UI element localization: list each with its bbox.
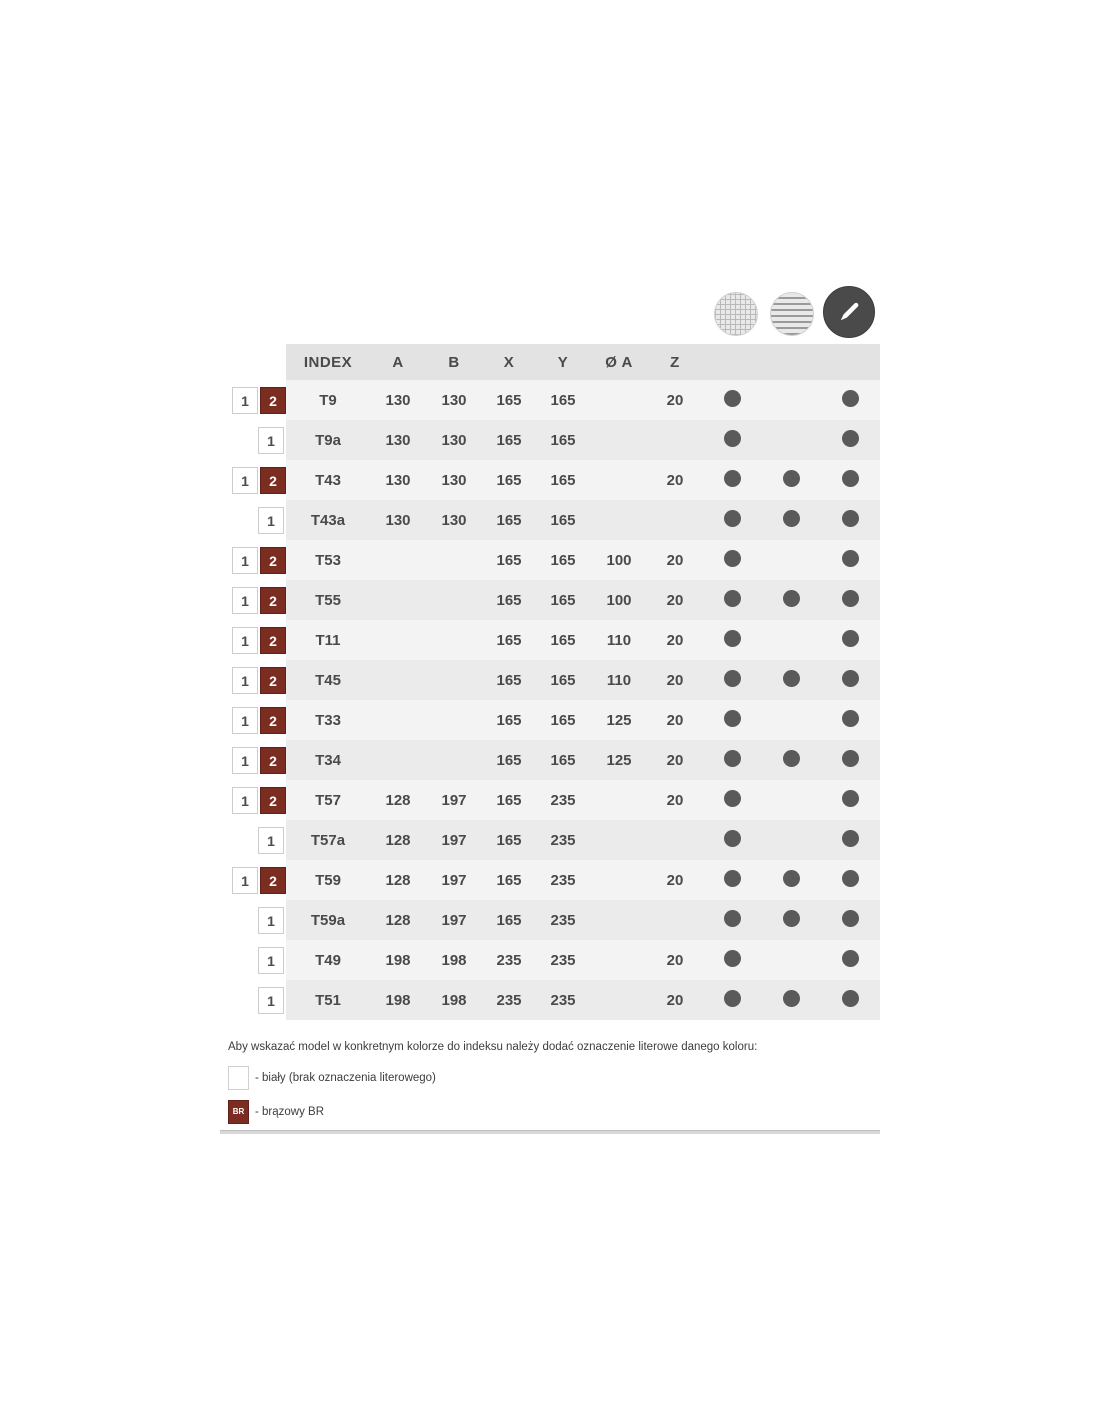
availability-dot [783, 870, 800, 887]
badge-white: 1 [232, 627, 258, 654]
cell-index: T45 [286, 660, 370, 700]
legend-item [228, 1099, 888, 1125]
row-badges [228, 820, 286, 860]
mesh-pattern-fill [715, 293, 757, 335]
cell-diameter-a: 125 [590, 700, 648, 740]
cell-a: 198 [370, 940, 426, 980]
cell-diameter-a [590, 420, 648, 460]
louver-pattern-fill [771, 293, 813, 335]
cell-a: 128 [370, 780, 426, 820]
cell-index: T11 [286, 620, 370, 660]
availability-dot [724, 550, 741, 567]
cell-x: 165 [482, 420, 536, 460]
badge-brown: 2 [260, 747, 286, 774]
cell-z: 20 [648, 380, 702, 420]
availability-dot [724, 750, 741, 767]
table-row [228, 420, 880, 460]
cell-mark-3 [820, 700, 880, 740]
badge-white: 1 [258, 827, 284, 854]
cell-x: 165 [482, 900, 536, 940]
badge-white: 1 [232, 867, 258, 894]
availability-dot [724, 990, 741, 1007]
cell-x: 165 [482, 740, 536, 780]
badge-white: 1 [258, 507, 284, 534]
legend [228, 1040, 888, 1133]
cell-mark-3 [820, 980, 880, 1020]
availability-dot [842, 870, 859, 887]
cell-diameter-a [590, 940, 648, 980]
legend-item [228, 1065, 888, 1091]
cell-a: 128 [370, 820, 426, 860]
cell-b: 197 [426, 860, 482, 900]
availability-dot [842, 910, 859, 927]
header-b: B [426, 344, 482, 380]
cell-z [648, 500, 702, 540]
cell-b: 130 [426, 420, 482, 460]
availability-dot [842, 510, 859, 527]
availability-dot [842, 750, 859, 767]
cell-mark-2 [762, 820, 820, 860]
cell-b [426, 740, 482, 780]
cell-mark-3 [820, 620, 880, 660]
cell-mark-2 [762, 460, 820, 500]
cell-b [426, 540, 482, 580]
cell-x: 235 [482, 940, 536, 980]
cell-mark-2 [762, 380, 820, 420]
availability-dot [724, 510, 741, 527]
cell-b: 130 [426, 460, 482, 500]
cell-a [370, 660, 426, 700]
availability-dot [842, 950, 859, 967]
cell-mark-1 [702, 420, 762, 460]
cell-y: 165 [536, 460, 590, 500]
availability-dot [724, 710, 741, 727]
badge-brown: 2 [260, 627, 286, 654]
legend-item-label: - brązowy BR [255, 1105, 325, 1118]
cell-y: 165 [536, 740, 590, 780]
row-badges [228, 660, 286, 700]
cell-mark-3 [820, 740, 880, 780]
badge-white: 1 [232, 547, 258, 574]
cell-diameter-a [590, 380, 648, 420]
header-x: X [482, 344, 536, 380]
cell-index: T57 [286, 780, 370, 820]
header-z: Z [648, 344, 702, 380]
row-badges [228, 780, 286, 820]
cell-index: T55 [286, 580, 370, 620]
cell-y: 165 [536, 420, 590, 460]
table-row [228, 780, 880, 820]
legend-items [228, 1065, 888, 1125]
cell-z: 20 [648, 540, 702, 580]
cell-a [370, 620, 426, 660]
row-badges [228, 420, 286, 460]
availability-dot [724, 950, 741, 967]
availability-dot [783, 670, 800, 687]
cell-mark-3 [820, 540, 880, 580]
availability-dot [842, 670, 859, 687]
availability-dot [724, 670, 741, 687]
cell-y: 165 [536, 540, 590, 580]
badge-white: 1 [232, 387, 258, 414]
cell-b: 197 [426, 900, 482, 940]
pattern-icon-row [710, 286, 880, 344]
availability-dot [783, 750, 800, 767]
cell-y: 165 [536, 580, 590, 620]
cell-index: T57a [286, 820, 370, 860]
row-badges [228, 460, 286, 500]
row-badges [228, 700, 286, 740]
cell-z: 20 [648, 740, 702, 780]
table-row [228, 540, 880, 580]
cell-x: 165 [482, 620, 536, 660]
availability-dot [724, 830, 741, 847]
badge-brown: 2 [260, 467, 286, 494]
cell-z: 20 [648, 700, 702, 740]
cell-mark-1 [702, 540, 762, 580]
row-badges [228, 380, 286, 420]
cell-z: 20 [648, 780, 702, 820]
table-header [228, 344, 880, 380]
cell-x: 235 [482, 980, 536, 1020]
table-row [228, 620, 880, 660]
cell-index: T34 [286, 740, 370, 780]
cell-x: 165 [482, 660, 536, 700]
cell-mark-3 [820, 940, 880, 980]
availability-dot [842, 550, 859, 567]
table-row [228, 980, 880, 1020]
cell-y: 165 [536, 700, 590, 740]
cell-mark-1 [702, 580, 762, 620]
badge-white: 1 [232, 467, 258, 494]
availability-dot [724, 630, 741, 647]
row-badges [228, 740, 286, 780]
availability-dot [842, 990, 859, 1007]
cell-b: 130 [426, 500, 482, 540]
badge-brown: 2 [260, 787, 286, 814]
cell-b: 197 [426, 780, 482, 820]
cell-a [370, 740, 426, 780]
spec-table-wrapper [228, 344, 880, 1020]
cell-diameter-a: 110 [590, 660, 648, 700]
row-badges [228, 540, 286, 580]
availability-dot [842, 830, 859, 847]
spec-table [228, 344, 880, 1020]
cell-x: 165 [482, 860, 536, 900]
cell-y: 235 [536, 940, 590, 980]
cell-mark-1 [702, 900, 762, 940]
cell-x: 165 [482, 460, 536, 500]
cell-a: 130 [370, 380, 426, 420]
table-row [228, 940, 880, 980]
badge-brown: 2 [260, 667, 286, 694]
legend-item-label: - biały (brak oznaczenia literowego) [255, 1071, 436, 1084]
cell-z: 20 [648, 580, 702, 620]
cell-diameter-a [590, 500, 648, 540]
cell-mark-1 [702, 660, 762, 700]
badge-white: 1 [232, 787, 258, 814]
cell-a: 128 [370, 860, 426, 900]
cell-a: 198 [370, 980, 426, 1020]
cell-diameter-a: 100 [590, 540, 648, 580]
cell-y: 165 [536, 660, 590, 700]
cell-mark-3 [820, 460, 880, 500]
cell-mark-3 [820, 780, 880, 820]
cell-mark-2 [762, 740, 820, 780]
badge-white: 1 [258, 427, 284, 454]
cell-z [648, 820, 702, 860]
cell-x: 165 [482, 540, 536, 580]
header-mark-3 [820, 344, 880, 380]
header-a: A [370, 344, 426, 380]
cell-a [370, 540, 426, 580]
cell-y: 165 [536, 380, 590, 420]
badge-white: 1 [232, 747, 258, 774]
row-badges [228, 860, 286, 900]
cell-mark-1 [702, 940, 762, 980]
cell-diameter-a [590, 460, 648, 500]
cell-x: 165 [482, 700, 536, 740]
badge-white: 1 [258, 907, 284, 934]
availability-dot [842, 790, 859, 807]
cell-mark-1 [702, 780, 762, 820]
availability-dot [783, 910, 800, 927]
cell-x: 165 [482, 500, 536, 540]
row-badges [228, 500, 286, 540]
cell-index: T43 [286, 460, 370, 500]
cell-mark-3 [820, 380, 880, 420]
table-row [228, 740, 880, 780]
cell-mark-2 [762, 620, 820, 660]
table-row [228, 460, 880, 500]
cell-mark-2 [762, 540, 820, 580]
cell-diameter-a [590, 820, 648, 860]
availability-dot [724, 910, 741, 927]
availability-dot [724, 790, 741, 807]
cell-mark-1 [702, 380, 762, 420]
cell-b [426, 620, 482, 660]
cell-z: 20 [648, 980, 702, 1020]
mesh-pattern-icon[interactable] [714, 292, 758, 336]
availability-dot [842, 590, 859, 607]
badge-white: 1 [258, 947, 284, 974]
cell-index: T49 [286, 940, 370, 980]
badge-brown: 2 [260, 387, 286, 414]
cell-b [426, 660, 482, 700]
cell-z: 20 [648, 860, 702, 900]
cell-y: 165 [536, 500, 590, 540]
cell-b: 130 [426, 380, 482, 420]
cell-mark-3 [820, 860, 880, 900]
cell-y: 235 [536, 860, 590, 900]
availability-dot [783, 510, 800, 527]
badge-white: 1 [232, 667, 258, 694]
row-badges [228, 980, 286, 1020]
louver-pattern-icon[interactable] [770, 292, 814, 336]
cell-index: T9 [286, 380, 370, 420]
cell-y: 235 [536, 820, 590, 860]
cell-x: 165 [482, 580, 536, 620]
row-badges [228, 940, 286, 980]
table-header-row [228, 344, 880, 380]
availability-dot [783, 470, 800, 487]
cell-mark-1 [702, 860, 762, 900]
cell-mark-2 [762, 980, 820, 1020]
badge-brown: 2 [260, 587, 286, 614]
cell-x: 165 [482, 820, 536, 860]
header-index: INDEX [286, 344, 370, 380]
table-row [228, 500, 880, 540]
cell-mark-2 [762, 500, 820, 540]
availability-dot [724, 470, 741, 487]
table-body [228, 380, 880, 1020]
cell-diameter-a: 125 [590, 740, 648, 780]
legend-swatch-brown: BR [228, 1100, 249, 1124]
cell-mark-1 [702, 460, 762, 500]
cell-mark-3 [820, 580, 880, 620]
cell-x: 165 [482, 780, 536, 820]
cell-b: 198 [426, 940, 482, 980]
availability-dot [783, 590, 800, 607]
cell-mark-3 [820, 660, 880, 700]
row-badges [228, 900, 286, 940]
cell-a: 130 [370, 460, 426, 500]
availability-dot [842, 630, 859, 647]
cell-diameter-a [590, 860, 648, 900]
cell-index: T53 [286, 540, 370, 580]
legend-note: Aby wskazać model w konkretnym kolorze do indeksu należy dodać oznaczenie literowe danego koloru: [228, 1041, 758, 1053]
header-mark-1 [702, 344, 762, 380]
cell-x: 165 [482, 380, 536, 420]
cell-a [370, 700, 426, 740]
cell-z [648, 420, 702, 460]
cell-b: 197 [426, 820, 482, 860]
cell-y: 235 [536, 980, 590, 1020]
cell-b [426, 700, 482, 740]
cell-mark-2 [762, 420, 820, 460]
cell-index: T59a [286, 900, 370, 940]
cell-mark-2 [762, 580, 820, 620]
cell-z [648, 900, 702, 940]
cell-diameter-a [590, 780, 648, 820]
cell-mark-1 [702, 740, 762, 780]
availability-dot [842, 390, 859, 407]
pen-icon[interactable] [823, 286, 875, 338]
legend-swatch-white [228, 1066, 249, 1090]
cell-mark-1 [702, 980, 762, 1020]
cell-a: 130 [370, 420, 426, 460]
table-row [228, 900, 880, 940]
cell-mark-1 [702, 700, 762, 740]
availability-dot [842, 470, 859, 487]
cell-mark-1 [702, 620, 762, 660]
badge-white: 1 [232, 587, 258, 614]
cell-index: T9a [286, 420, 370, 460]
cell-index: T59 [286, 860, 370, 900]
cell-y: 235 [536, 780, 590, 820]
availability-dot [724, 390, 741, 407]
availability-dot [842, 710, 859, 727]
cell-b [426, 580, 482, 620]
cell-a [370, 580, 426, 620]
row-badges [228, 620, 286, 660]
table-row [228, 660, 880, 700]
cell-diameter-a [590, 900, 648, 940]
cell-index: T51 [286, 980, 370, 1020]
table-row [228, 860, 880, 900]
cell-y: 235 [536, 900, 590, 940]
cell-mark-2 [762, 780, 820, 820]
availability-dot [724, 430, 741, 447]
badge-white: 1 [232, 707, 258, 734]
row-badges [228, 580, 286, 620]
cell-mark-2 [762, 700, 820, 740]
table-row [228, 820, 880, 860]
table-row [228, 700, 880, 740]
cell-mark-3 [820, 820, 880, 860]
cell-a: 128 [370, 900, 426, 940]
bottom-divider [220, 1130, 880, 1134]
cell-index: T33 [286, 700, 370, 740]
availability-dot [783, 990, 800, 1007]
cell-diameter-a: 100 [590, 580, 648, 620]
availability-dot [724, 590, 741, 607]
cell-a: 130 [370, 500, 426, 540]
cell-diameter-a [590, 980, 648, 1020]
cell-index: T43a [286, 500, 370, 540]
cell-mark-2 [762, 660, 820, 700]
cell-mark-3 [820, 420, 880, 460]
cell-z: 20 [648, 660, 702, 700]
cell-z: 20 [648, 940, 702, 980]
badge-white: 1 [258, 987, 284, 1014]
table-row [228, 380, 880, 420]
cell-mark-3 [820, 500, 880, 540]
header-mark-2 [762, 344, 820, 380]
table-row [228, 580, 880, 620]
cell-z: 20 [648, 620, 702, 660]
cell-mark-3 [820, 900, 880, 940]
badge-brown: 2 [260, 867, 286, 894]
header-y: Y [536, 344, 590, 380]
badge-brown: 2 [260, 707, 286, 734]
cell-mark-1 [702, 500, 762, 540]
header-diameter-a: Ø A [590, 344, 648, 380]
cell-mark-2 [762, 860, 820, 900]
cell-mark-2 [762, 900, 820, 940]
cell-mark-2 [762, 940, 820, 980]
cell-b: 198 [426, 980, 482, 1020]
cell-mark-1 [702, 820, 762, 860]
availability-dot [842, 430, 859, 447]
cell-z: 20 [648, 460, 702, 500]
availability-dot [724, 870, 741, 887]
cell-diameter-a: 110 [590, 620, 648, 660]
badge-brown: 2 [260, 547, 286, 574]
cell-y: 165 [536, 620, 590, 660]
header-badge [228, 344, 286, 380]
